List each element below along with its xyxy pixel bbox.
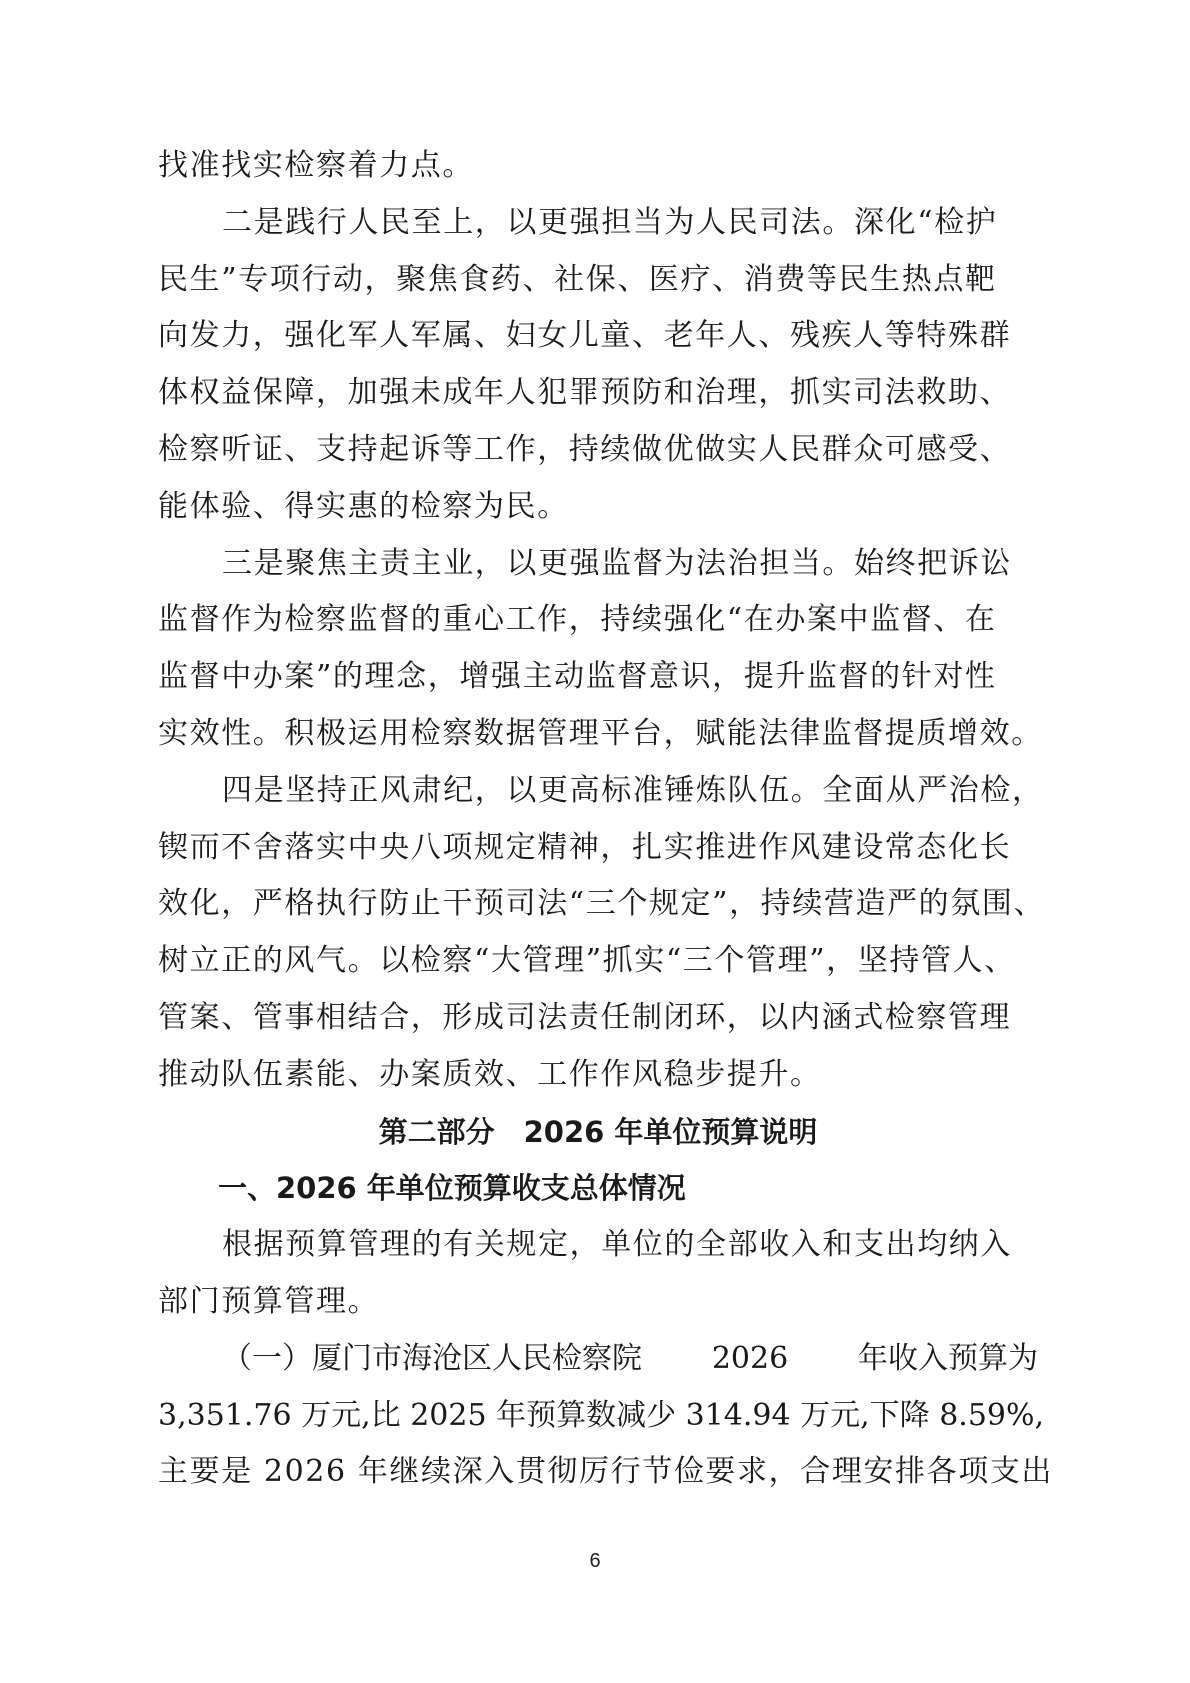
page-number: 6 (589, 1550, 601, 1572)
paragraph-line: 锲而不舍落实中央八项规定精神，扎实推进作风建设常态化长 (158, 829, 1012, 865)
budget-segment: 3,351.76 万元, (158, 1397, 371, 1433)
paragraph-line: 监督作为检察监督的重心工作，持续强化“在办案中监督、在 (158, 602, 997, 638)
paragraph-line: 监督中办案”的理念，增强主动监督意识，提升监督的针对性 (158, 659, 997, 695)
paragraph-line: 推动队伍素能、办案质效、工作作风稳步提升。 (158, 1056, 822, 1092)
paragraph-line: 根据预算管理的有关规定，单位的全部收入和支出均纳入 (222, 1227, 1012, 1263)
budget-segment: （一）厦门市海沧区人民检察院 (222, 1340, 642, 1376)
paragraph-line: 树立正的风气。以检察“大管理”抓实“三个管理”，坚持管人、 (158, 943, 1016, 979)
paragraph-line: 管案、管事相结合，形成司法责任制闭环，以内涵式检察管理 (158, 999, 1012, 1035)
paragraph-line: 向发力，强化军人军属、妇女儿童、老年人、残疾人等特殊群 (158, 318, 1012, 354)
budget-segment: 比 2025 年预算数减少 314.94 万元, (370, 1397, 870, 1433)
section-heading: 一、2026 年单位预算收支总体情况 (218, 1171, 686, 1206)
paragraph-line: 体权益保障，加强未成年人犯罪预防和治理，抓实司法救助、 (158, 375, 1012, 411)
paragraph-line: 实效性。积极运用检察数据管理平台，赋能法律监督提质增效。 (158, 715, 1043, 751)
budget-segment: 2026 (711, 1340, 789, 1376)
budget-segment: 下降 8.59%, (869, 1397, 1045, 1433)
part-heading: 第二部分 2026 年单位预算说明 (378, 1114, 818, 1149)
paragraph-line: 部门预算管理。 (158, 1283, 380, 1319)
document-page (158, 138, 1054, 1501)
paragraph-line: 二是践行人民至上，以更强担当为人民司法。深化“检护 (222, 204, 998, 240)
paragraph-line: 检察听证、支持起诉等工作，持续做优做实人民群众可感受、 (158, 431, 1012, 467)
paragraph-line: 四是坚持正风肃纪，以更高标准锤炼队伍。全面从严治检， (222, 772, 1044, 808)
paragraph-line: 找准找实检察着力点。 (158, 148, 474, 183)
paragraph-line: 效化，严格执行防止干预司法“三个规定”，持续营造严的氛围、 (158, 886, 1046, 922)
budget-line-1 (158, 1331, 1038, 1388)
budget-segment: 年收入预算为 (857, 1340, 1038, 1376)
paragraph-line: 三是聚焦主责主业，以更强监督为法治担当。始终把诉讼 (222, 545, 1012, 581)
paragraph-line: 能体验、得实惠的检察为民。 (158, 488, 569, 524)
paragraph-line: 民生”专项行动，聚焦食药、社保、医疗、消费等民生热点靶 (158, 261, 997, 297)
paragraph-line: 主要是 2026 年继续深入贯彻厉行节俭要求，合理安排各项支出 (158, 1454, 1054, 1490)
budget-line-2 (158, 1388, 1045, 1445)
